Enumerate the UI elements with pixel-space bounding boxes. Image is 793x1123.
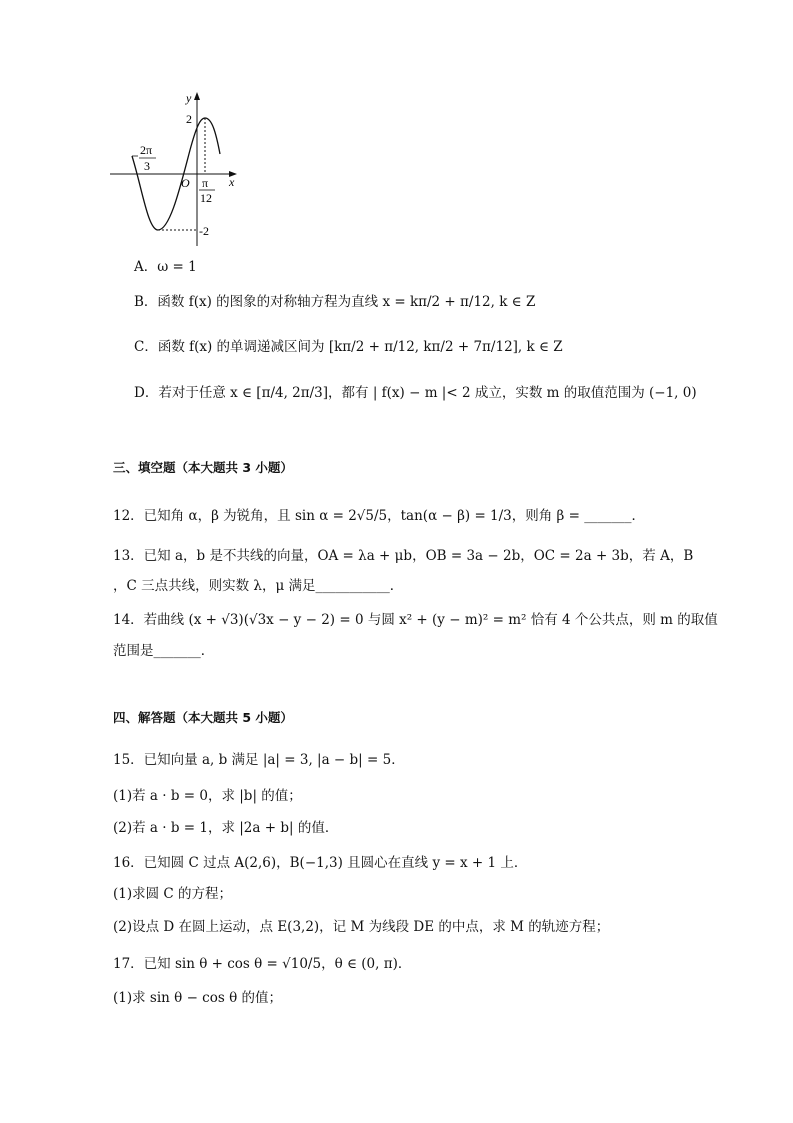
question-16: 16．已知圆 C 过点 A(2,6)，B(−1,3) 且圆心在直线 y = x + 1 上． [113, 855, 528, 871]
question-14-line-2: 范围是_______． [113, 643, 215, 659]
y-min-label: -2 [199, 224, 209, 238]
question-12: 12．已知角 α，β 为锐角，且 sin α = 2√5/5，tan(α − β) = 1/3，则角 β = _______． [113, 508, 646, 524]
sine-graph [110, 88, 250, 248]
section-3-heading: 三、填空题（本大题共 3 小题） [113, 460, 293, 475]
y-axis-arrow [194, 92, 200, 100]
question-17-part-1: (1)求 sin θ − cos θ 的值； [113, 990, 282, 1006]
y-max-label: 2 [186, 112, 192, 126]
question-15-part-1: (1)若 a · b = 0，求 |b| 的值； [113, 788, 302, 804]
right-tick-denominator: 12 [200, 191, 212, 205]
sine-graph-figure [110, 88, 250, 248]
question-16-part-2: (2)设点 D 在圆上运动，点 E(3,2)，记 M 为线段 DE 的中点，求 M 的轨迹方程； [113, 919, 610, 935]
section-4-heading: 四、解答题（本大题共 5 小题） [113, 710, 293, 725]
option-b: B．函数 f(x) 的图象的对称轴方程为直线 x = kπ/2 + π/12, k ∈ Z [134, 294, 536, 310]
question-15-part-2: (2)若 a · b = 1，求 |2a + b| 的值． [113, 820, 339, 836]
option-a: A．ω = 1 [134, 259, 197, 275]
question-13-line-2: ，C 三点共线，则实数 λ，μ 满足___________． [113, 578, 404, 594]
question-15: 15．已知向量 a, b 满足 |a| = 3, |a − b| = 5． [113, 752, 405, 768]
option-d: D．若对于任意 x ∈ [π/4, 2π/3]，都有 | f(x) − m |< 2 成立，实数 m 的取值范围为 (−1, 0) [134, 385, 697, 401]
y-axis-label: y [186, 91, 192, 105]
option-c: C．函数 f(x) 的单调递减区间为 [kπ/2 + π/12, kπ/2 + 7π/12], k ∈ Z [134, 339, 563, 355]
x-axis-label: x [229, 175, 235, 189]
left-tick-denominator: 3 [144, 159, 150, 173]
left-tick-numerator: 2π [140, 143, 153, 157]
right-tick-numerator: π [202, 176, 209, 190]
question-13-line-1: 13．已知 a，b 是不共线的向量，OA = λa + μb，OB = 3a − 2b，OC = 2a + 3b，若 A，B [113, 548, 694, 564]
question-16-part-1: (1)求圆 C 的方程； [113, 886, 233, 902]
question-17: 17．已知 sin θ + cos θ = √10/5，θ ∈ (0, π)． [113, 956, 412, 972]
question-14-line-1: 14．若曲线 (x + √3)(√3x − y − 2) = 0 与圆 x² + (y − m)² = m² 恰有 4 个公共点，则 m 的取值 [113, 612, 718, 628]
origin-label: O [181, 176, 190, 190]
